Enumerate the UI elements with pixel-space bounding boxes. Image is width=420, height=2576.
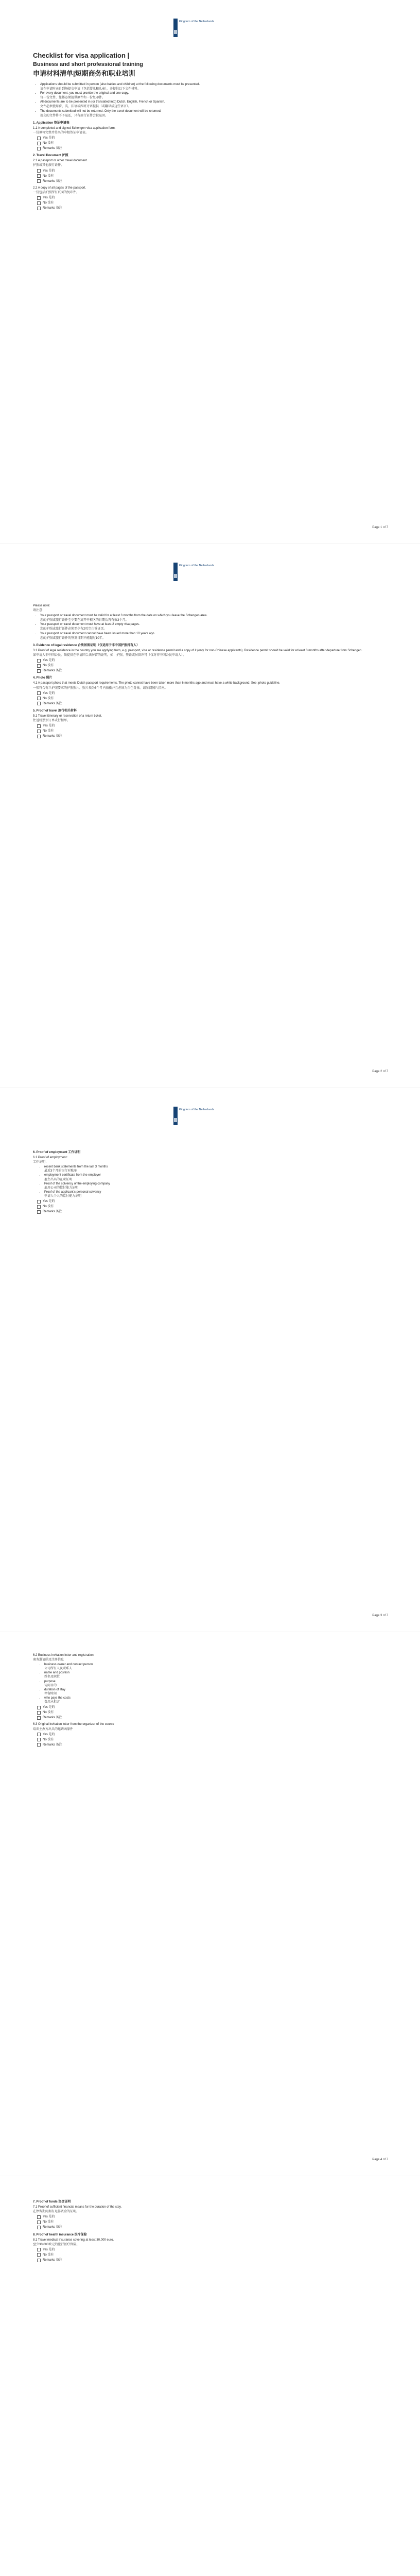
checkbox-icon bbox=[37, 207, 41, 210]
brand-name: Kingdom of the Netherlands bbox=[179, 564, 215, 567]
brand-logo bbox=[173, 19, 215, 37]
section-heading: 1. Application 签证申请表 bbox=[33, 121, 69, 125]
item-text-cn: 在停留期间拥有足够资金的证明。 bbox=[33, 2210, 80, 2214]
checkbox-icon bbox=[37, 730, 41, 733]
item-text-cn: 至少30,000欧元的旅行医疗保险。 bbox=[33, 2243, 80, 2246]
page-1-content bbox=[33, 52, 388, 213]
option-group bbox=[37, 1199, 388, 1214]
item-text: 2.2 A copy of all pages of the passport. bbox=[33, 186, 86, 190]
checkbox-icon bbox=[37, 659, 41, 663]
checkbox-icon bbox=[37, 2248, 41, 2251]
option-group bbox=[37, 658, 388, 673]
option-no[interactable]: No 没有 bbox=[37, 174, 388, 178]
checkbox-icon bbox=[37, 1706, 41, 1709]
item-text: 6.3 Original invitation letter from the organizer of the course bbox=[33, 1723, 114, 1726]
option-remarks[interactable]: Remarks 备注 bbox=[37, 2225, 388, 2229]
intro-item-cn: 请在申请时亲自到场提交申请（包括婴儿和儿童），并提供以下文件材料。 bbox=[40, 88, 141, 91]
section-heading: 8. Proof of health insurance 医疗保险 bbox=[33, 2233, 87, 2236]
checkbox-icon bbox=[37, 2226, 41, 2229]
page-4 bbox=[0, 1632, 420, 2176]
checkbox-icon bbox=[37, 2253, 41, 2257]
option-no[interactable]: No 没有 bbox=[37, 664, 388, 668]
checkbox-icon bbox=[37, 669, 41, 673]
option-group bbox=[37, 691, 388, 706]
page-2 bbox=[0, 544, 420, 1088]
checkbox-icon bbox=[37, 2215, 41, 2219]
section-heading: 5. Proof of travel 旅行相关材料 bbox=[33, 709, 77, 713]
list-item-cn: 雇用公司的偿付能力证明 bbox=[44, 1186, 79, 1190]
option-group bbox=[37, 2248, 388, 2262]
option-no[interactable]: No 没有 bbox=[37, 1710, 388, 1715]
page-4-content bbox=[33, 1653, 388, 1750]
section-heading: 6. Proof of employment 工作证明 bbox=[33, 1151, 81, 1154]
item-text: 7.1 Proof of sufficient financial means for the duration of the stay. bbox=[33, 2206, 122, 2209]
employment-list bbox=[44, 1165, 388, 1198]
item-text-cn: 一份填写完整并签名的申根签证申请表。 bbox=[33, 131, 89, 134]
crest-icon bbox=[174, 1118, 177, 1122]
option-group bbox=[37, 2215, 388, 2229]
list-item-cn: 最近3个月的银行对账单 bbox=[44, 1170, 77, 1173]
option-yes[interactable]: Yes 是的 bbox=[37, 2215, 388, 2219]
checkbox-icon bbox=[37, 735, 41, 738]
note-item-cn: 您的护照或旅行证件必须至少有2页空白签证页。 bbox=[40, 628, 107, 631]
option-group bbox=[37, 1733, 388, 1747]
item-text-cn: 培训主办方出具的邀请函原件 bbox=[33, 1727, 74, 1731]
doc-cn-title: 申请材料清单|短期商务和职业培训 bbox=[33, 70, 135, 78]
checkbox-icon bbox=[37, 1733, 41, 1736]
list-item: • purpose bbox=[44, 1680, 388, 1684]
intro-item: • Applications should be submitted in person (also babies and children) at the following documents must be presented. bbox=[40, 82, 388, 87]
checkbox-icon bbox=[37, 179, 41, 183]
option-no[interactable]: No 没有 bbox=[37, 1738, 388, 1742]
option-no[interactable]: No 没有 bbox=[37, 201, 388, 205]
option-remarks[interactable]: Remarks 备注 bbox=[37, 1716, 388, 1720]
note-item: • Your passport or travel document must be valid for at least 3 months from the date on which you leave the Schengen area. bbox=[40, 614, 388, 618]
checkbox-icon bbox=[37, 1711, 41, 1715]
list-item-cn: 费用承担方 bbox=[44, 1701, 60, 1704]
page-number: Page 4 of 7 bbox=[372, 2158, 388, 2161]
doc-title: Checklist for visa application | bbox=[33, 52, 130, 59]
list-item: • name and position bbox=[44, 1671, 388, 1675]
brand-name: Kingdom of the Netherlands bbox=[179, 1108, 215, 1111]
option-group bbox=[37, 724, 388, 738]
option-remarks[interactable]: Remarks 备注 bbox=[37, 206, 388, 210]
item-text-cn: 护照或其他旅行证件。 bbox=[33, 164, 64, 167]
intro-item: • The documents submitted will not be returned. Only the travel document will be returned. bbox=[40, 109, 388, 113]
option-remarks[interactable]: Remarks 备注 bbox=[37, 669, 388, 673]
option-group bbox=[37, 1705, 388, 1720]
crest-icon bbox=[174, 574, 177, 578]
intro-item: • For every document, you must provide the original and one copy. bbox=[40, 91, 388, 95]
checkbox-icon bbox=[37, 1200, 41, 1204]
option-yes[interactable]: Yes 是的 bbox=[37, 136, 388, 140]
list-item-cn: 访问目的 bbox=[44, 1684, 57, 1687]
note-item-cn: 您的护照或旅行证件的签发日期不能超过10年。 bbox=[40, 636, 106, 640]
item-text: 6.1 Proof of employment: bbox=[33, 1156, 68, 1160]
note-list bbox=[40, 614, 388, 640]
checkbox-icon bbox=[37, 174, 41, 178]
page-5 bbox=[0, 2176, 420, 2576]
option-no[interactable]: No 没有 bbox=[37, 2220, 388, 2224]
logo-bar bbox=[173, 563, 178, 581]
option-remarks[interactable]: Remarks 备注 bbox=[37, 702, 388, 706]
option-yes[interactable]: Yes 是的 bbox=[37, 1705, 388, 1709]
page-number: Page 1 of 7 bbox=[372, 526, 388, 529]
option-no[interactable]: No 没有 bbox=[37, 1205, 388, 1209]
option-group bbox=[37, 196, 388, 210]
option-yes[interactable]: Yes 是的 bbox=[37, 196, 388, 200]
checkbox-icon bbox=[37, 1210, 41, 1214]
list-item-cn: 停留时间 bbox=[44, 1692, 57, 1696]
section-heading: 3. Evidence of legal residence 合法居留证明（仅适用于非中国护照持有人） bbox=[33, 643, 140, 647]
list-item-cn: 姓名及职位 bbox=[44, 1675, 60, 1679]
page-3-content bbox=[33, 1147, 388, 1216]
option-remarks[interactable]: Remarks 备注 bbox=[37, 179, 388, 183]
checkbox-icon bbox=[37, 724, 41, 728]
list-item-cn: 雇主出具的在职证明 bbox=[44, 1178, 73, 1181]
item-text-cn: 如申请人非中国公民，须提供在申请国合法居留的证明，如：护照、签证或居留许可（仅对非中国公民申请人）。 bbox=[33, 653, 186, 657]
item-text-cn: 往返机票预订单或行程单。 bbox=[33, 719, 71, 723]
intro-item: • All documents are to be presented in (or translated into) Dutch, English, French or Spanish. bbox=[40, 100, 388, 104]
section-heading: 7. Proof of funds 资金证明 bbox=[33, 2200, 71, 2204]
intro-item-cn: 每一份文件，您都必须提供原件和一份复印件。 bbox=[40, 96, 106, 100]
note-item: • Your passport or travel document cannot have been issued more than 10 years ago. bbox=[40, 632, 388, 636]
intro-item-cn: 文件必须使用荷、英、法语或西班牙语提供（或翻译成这些语言）。 bbox=[40, 105, 132, 109]
item-text: 8.1 Travel medical insurance covering at least 30,000 euro. bbox=[33, 2238, 114, 2242]
page-5-content bbox=[33, 2197, 388, 2265]
checkbox-icon bbox=[37, 702, 41, 705]
option-no[interactable]: No 没有 bbox=[37, 141, 388, 145]
brand-logo bbox=[173, 563, 215, 581]
item-text: 3.1 Proof of legal residence in the country you are applying from, e.g. passport, visa or residence permit and a copy of it (only for non-Chinese applicants). Residence permit should be valid for at least 3 months after departure from Schengen. bbox=[33, 649, 363, 652]
option-remarks[interactable]: Remarks 备注 bbox=[37, 2258, 388, 2262]
option-yes[interactable]: Yes 是的 bbox=[37, 724, 388, 728]
section-heading: 4. Photo 照片 bbox=[33, 676, 52, 680]
checkbox-icon bbox=[37, 137, 41, 140]
section-heading: 2. Travel Document 护照 bbox=[33, 154, 68, 158]
note-label: Please note: bbox=[33, 604, 50, 607]
checkbox-icon bbox=[37, 201, 41, 205]
option-remarks[interactable]: Remarks 备注 bbox=[37, 734, 388, 738]
list-item: • duration of stay bbox=[44, 1688, 388, 1692]
page-number: Page 2 of 7 bbox=[372, 1070, 388, 1073]
checkbox-icon bbox=[37, 1738, 41, 1741]
option-group bbox=[37, 136, 388, 150]
note-item-cn: 您的护照或旅行证件至少要在离开申根区的日期后再有效3个月。 bbox=[40, 619, 129, 622]
checkbox-icon bbox=[37, 1205, 41, 1209]
page-1 bbox=[0, 0, 420, 544]
list-item: • employment certificate from the employer bbox=[44, 1173, 388, 1177]
option-remarks[interactable]: Remarks 备注 bbox=[37, 146, 388, 150]
note-item: • Your passport or travel document must have at least 2 empty visa pages. bbox=[40, 622, 388, 626]
checkbox-icon bbox=[37, 664, 41, 668]
checkbox-icon bbox=[37, 1716, 41, 1720]
brand-logo bbox=[173, 1107, 215, 1125]
option-yes[interactable]: Yes 是的 bbox=[37, 658, 388, 663]
brand-name: Kingdom of the Netherlands bbox=[179, 20, 215, 23]
intro-item-cn: 提交的文件将不予退还，只有旅行证件会被退回。 bbox=[40, 114, 109, 117]
checkbox-icon bbox=[37, 147, 41, 150]
checkbox-icon bbox=[37, 1743, 41, 1747]
item-text: 4.1 A passport photo that meets Dutch passport requirements. The photo cannot have been taken more than 6 months ago and must have a white background. See: photo guideline. bbox=[33, 682, 281, 685]
option-yes[interactable]: Yes 是的 bbox=[37, 1733, 388, 1737]
list-item: • who pays the costs bbox=[44, 1696, 388, 1700]
invitation-list bbox=[44, 1663, 388, 1704]
list-item-cn: 公司所有人及联系人 bbox=[44, 1667, 73, 1671]
list-item: • Proof of the applicant's personal solvency bbox=[44, 1190, 388, 1194]
page-number: Page 3 of 7 bbox=[372, 1614, 388, 1617]
checkbox-icon bbox=[37, 169, 41, 173]
list-item: • recent bank statements from the last 3 months bbox=[44, 1165, 388, 1169]
item-text: 2.1 A passport or other travel document. bbox=[33, 159, 88, 163]
option-no[interactable]: No 没有 bbox=[37, 2253, 388, 2257]
item-text-cn: 商务邀请函及注册信息 bbox=[33, 1658, 64, 1662]
option-remarks[interactable]: Remarks 备注 bbox=[37, 1743, 388, 1747]
checkbox-icon bbox=[37, 196, 41, 200]
item-text: 1.1 A completed and signed Schengen visa application form. bbox=[33, 126, 116, 130]
list-item-cn: 申请人个人的偿付能力证明 bbox=[44, 1194, 82, 1198]
option-yes[interactable]: Yes 是的 bbox=[37, 691, 388, 696]
option-no[interactable]: No 没有 bbox=[37, 729, 388, 733]
checkbox-icon bbox=[37, 691, 41, 695]
checkbox-icon bbox=[37, 697, 41, 700]
intro-list bbox=[40, 82, 388, 118]
logo-bar bbox=[173, 1107, 178, 1125]
item-text: 5.1 Travel itinerary or reservation of a return ticket. bbox=[33, 714, 102, 718]
option-remarks[interactable]: Remarks 备注 bbox=[37, 1210, 388, 1214]
option-yes[interactable]: Yes 是的 bbox=[37, 1199, 388, 1204]
option-no[interactable]: No 没有 bbox=[37, 697, 388, 701]
note-label-cn: 请注意： bbox=[33, 609, 46, 613]
checkbox-icon bbox=[37, 2221, 41, 2224]
option-yes[interactable]: Yes 是的 bbox=[37, 2248, 388, 2252]
option-yes[interactable]: Yes 是的 bbox=[37, 169, 388, 173]
list-item: • business owner and contact person bbox=[44, 1663, 388, 1667]
list-item: • Proof of the solvency of the employing company bbox=[44, 1182, 388, 1186]
option-group bbox=[37, 169, 388, 183]
page-2-content bbox=[33, 603, 388, 741]
page-3 bbox=[0, 1088, 420, 1632]
item-text-cn: 工作证明： bbox=[33, 1161, 49, 1164]
item-text-cn: 一张符合荷兰护照要求的护照照片。照片须为6个月内拍摄并且必须为白色背景。请参阅照片指南。 bbox=[33, 686, 168, 690]
logo-bar bbox=[173, 19, 178, 37]
item-text-cn: 一份包括护照所有页面的复印件。 bbox=[33, 191, 80, 194]
doc-subtitle: Business and short professional training bbox=[33, 61, 143, 67]
item-text: 6.2 Business invitation letter and registration bbox=[33, 1654, 94, 1657]
crest-icon bbox=[174, 30, 177, 34]
checkbox-icon bbox=[37, 142, 41, 145]
checkbox-icon bbox=[37, 2259, 41, 2262]
